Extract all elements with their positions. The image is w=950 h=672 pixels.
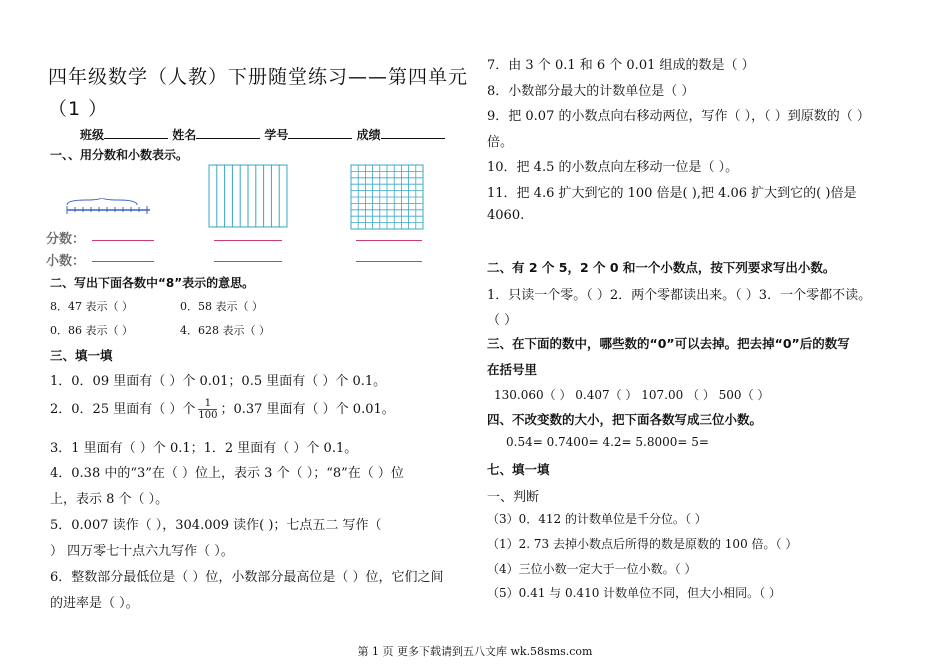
section1-heading: 一、、用分数和小数表示。 [50,148,189,162]
decimal-answer-line-3[interactable] [356,261,422,262]
right-section2-heading: 二、有 2 个 5，2 个 0 和一个小数点，按下列要求写出小数。 [487,260,836,275]
decimal-label: 小数： [46,254,86,269]
question-8: 8．小数部分最大的计数单位是（ ） [487,84,695,99]
right-section3-items: 130.060（ ） 0.407（ ） 107.00 （ ） 500（ ） [494,388,770,402]
question-5-line1: 5．0.007 读作（ ），304.009 读作( )；七点五二 写作（ [50,518,382,533]
judge-heading: 一、判断 [487,490,540,505]
hundredths-grid-figure [350,164,424,230]
question-6-line1: 6．整数部分最低位是（ ）位，小数部分最高位是（ ）位，它们之间 [50,570,444,585]
judge-item-3: （4）三位小数一定大于一位小数。（ ） [487,562,697,576]
question-7: 7．由 3 个 0.1 和 6 个 0.01 组成的数是（ ） [487,58,755,73]
question-11-line1: 11．把 4.6 扩大到它的 100 倍是( ),把 4.06 扩大到它的( )倍是 [487,186,857,201]
section3-heading: 三、填一填 [50,348,113,363]
fraction-answer-line-1[interactable] [92,240,154,241]
decimal-answer-line-1[interactable] [92,261,154,262]
name-label: 姓名 [172,128,197,142]
page-footer: 第 1 页 更多下载请到五八文库 wk.58sms.com [357,645,593,658]
right-section3-heading-cont: 在括号里 [487,362,538,377]
right-section4-heading: 四、不改变数的大小，把下面各数写成三位小数。 [487,412,763,427]
question-4-line2: 上，表示 8 个（ ）。 [50,492,169,507]
right-section2-line2: （ ） [487,313,518,328]
page-title: 四年级数学（人教）下册随堂练习——第四单元 [48,66,469,88]
class-field[interactable] [104,127,168,139]
s2-item-4: 4．628 表示（ ） [180,324,270,337]
student-info-line [80,126,445,143]
name-field[interactable] [196,127,260,139]
question-4-line1: 4．0.38 中的“3”在（ ）位上，表示 3 个（ ）；“8”在（ ）位 [50,466,404,481]
question-11-line2: 4060. [487,208,525,223]
question-2: 2．0．25 里面有（ ）个 $\frac{1}{100}$ ；0.37 里面有（ ）个 0.01。 [50,398,395,421]
tenths-column-figure [208,164,288,228]
id-label: 学号 [264,128,289,142]
fraction-answer-line-3[interactable] [356,240,422,241]
judge-item-4: （5）0.41 与 0.410 计数单位不同，但大小相同。（ ） [487,586,781,600]
question-9-line1: 9．把 0.07 的小数点向右移动两位，写作（ ），（ ）到原数的（ ） [487,109,870,124]
page-title-number: （1 ） [48,98,109,120]
fraction-1-over-100: $\frac{1}{100}$ [198,398,218,421]
fraction-answer-line-2[interactable] [214,240,282,241]
decimal-answer-line-2[interactable] [214,261,282,262]
fraction-label: 分数： [46,232,86,247]
number-line-figure [64,198,154,218]
right-section2-line1: 1．只读一个零。（ ）2．两个零都读出来。（ ）3．一个零都不读。 [487,288,872,303]
question-10: 10．把 4.5 的小数点向左移动一位是（ ）。 [487,160,739,175]
question-6-line2: 的进率是（ ）。 [50,596,139,611]
judge-item-1: （3）0．412 的计数单位是千分位。（ ） [487,512,707,526]
id-field[interactable] [288,127,352,139]
question-1: 1．0．09 里面有（ ）个 0.01；0.5 里面有（ ）个 0.1。 [50,374,387,389]
right-section4-items: 0.54= 0.7400= 4.2= 5.8000= 5= [506,435,709,449]
question-9-line2: 倍。 [487,135,514,150]
score-label: 成绩 [356,128,381,142]
right-section3-heading: 三、在下面的数中，哪些数的“0”可以去掉。把去掉“0”后的数写 [487,336,850,351]
question-3: 3．1 里面有（ ）个 0.1；1．2 里面有（ ）个 0.1。 [50,441,358,456]
s2-item-1: 8．47 表示（ ） [50,300,133,313]
s2-item-3: 0．86 表示（ ） [50,324,133,337]
judge-item-2: （1）2. 73 去掉小数点后所得的数是原数的 100 倍。（ ） [487,537,798,551]
s2-item-2: 0．58 表示（ ） [180,300,263,313]
class-label: 班级 [80,128,105,142]
section2-heading: 二、写出下面各数中“8”表示的意思。 [50,276,255,290]
score-field[interactable] [381,127,445,139]
right-section7-heading: 七、填一填 [487,462,550,477]
question-5-line2: ） 四万零七十点六九写作（ ）。 [50,544,234,559]
